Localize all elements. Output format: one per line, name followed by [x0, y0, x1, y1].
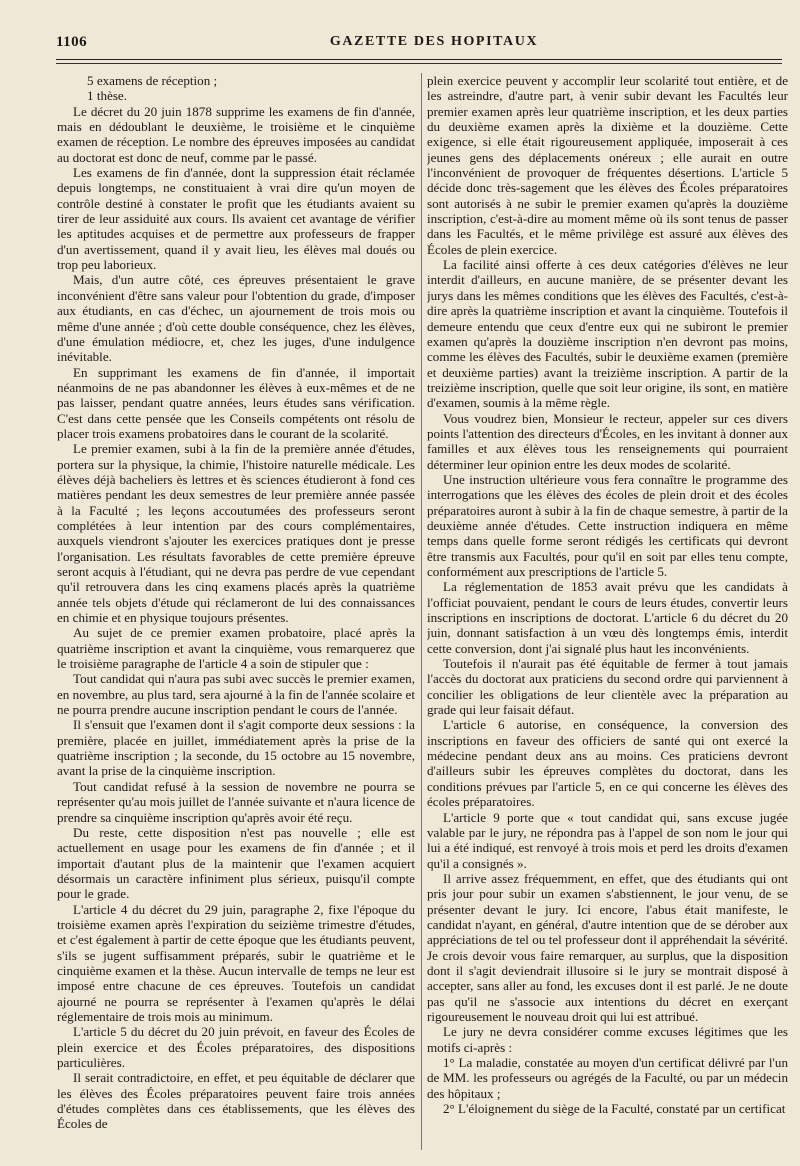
paragraph: Tout candidat refusé à la session de novembre ne pourra se représenter qu'au mois juillet de l'année suivante et n'aura licence de prendre sa cinquième inscription qu'après avoir été reçu.	[57, 778, 415, 825]
paragraph: 5 examens de réception ;	[87, 73, 218, 88]
right-column	[427, 73, 788, 1152]
page-number: 1106	[56, 34, 88, 50]
paragraph: Il arrive assez fréquemment, en effet, que des étudiants qui ont pris jour pour subir un examen s'abstiennent, le jour venu, de se présenter devant le jury. Ici encore, l'abus était manifeste, le candidat n'ayant, en général, d'autre intention que de se dérober aux appréciations de tel ou tel professeur dont il appréhendait la sévérité. Je crois devoir vous faire remarquer, au surplus, que la disposition dont il s'agit deviendrait illusoire si le jury se montrait disposé à accepter, sans aller au fond, les excuses dont il est parlé. Je ne doute pas qu'il ne s'associe aux intentions du décret en exerçant rigoureusement le nouveau droit qui lui est attribué.	[427, 870, 788, 1024]
paragraph: Une instruction ultérieure vous fera connaître le programme des interrogations que les élèves des écoles de plein droit et des écoles préparatoires auront à subir à la fin de chaque semestre, à partir de la deuxième année d'études. Cette instruction indiquera en même temps dans quelle forme seront rédigés les certificats qui devront être transmis aux Facultés, pour qu'il en soit par elles tenu compte, conformément aux prescriptions de l'article 5.	[427, 471, 788, 579]
paragraph: En supprimant les examens de fin d'année, il importait néanmoins de ne pas abandonner les élèves à eux-mêmes et de ne pas laisser, pendant quatre années, leurs études sans vérification. C'est dans cette pensée que les Conseils compétents ont résolu de placer trois examens probatoires dans le courant de la scolarité.	[57, 364, 415, 441]
paragraph: L'article 9 porte que « tout candidat qui, sans excuse jugée valable par le jury, ne répondra pas à l'appel de son nom le jour qui lui a été indiqué, est renvoyé à trois mois et perd les droits d'examen qu'il a consignés ».	[427, 809, 788, 871]
paragraph: 2° L'éloignement du siège de la Faculté, constaté par un certificat	[443, 1101, 786, 1117]
left-column	[57, 73, 415, 1152]
header-rule-thin	[56, 63, 782, 64]
paragraph: L'article 6 autorise, en conséquence, la conversion des inscriptions en faveur des officiers de santé qui ont exercé la médecine pendant deux ans au moins. Ces praticiens devront d'ailleurs subir les épreuves complètes du doctorat, dans les conditions prévues par l'article 5, en ce qui concerne les élèves des écoles préparatoires.	[427, 717, 788, 810]
paragraph: Mais, d'un autre côté, ces épreuves présentaient le grave inconvénient d'être sans valeur pour l'obtention du grade, d'imposer aux étudiants, en cas d'échec, un ajournement de trois mois ou même d'une année ; d'où cette double conséquence, chez les élèves, d'une émulation médiocre, et, chez les juges, d'une indulgence inévitable.	[57, 272, 415, 365]
paragraph: Le premier examen, subi à la fin de la première année d'études, portera sur la physique, la chimie, l'histoire naturelle médicale. Les élèves déjà bacheliers ès lettres et ès sciences étudieront à fond ces matières pendant les deux semestres de leur première année passée à la Faculté ; les leçons accoutumées des professeurs seront complétées à leur intention par des cours complémentaires, auxquels viendront s'ajouter les exercices pratiques dont je presse l'organisation. Les résultats favorables de cette première épreuve seront acquis à l'étudiant, qui ne devra pas perdre de vue cependant qu'il retrouvera dans les cinq examens placés après la quatrième année tels objets d'étude qui réclameront de lui des connaissances en chimie et en physique toujours présentes.	[57, 441, 415, 626]
paragraph: La facilité ainsi offerte à ces deux catégories d'élèves ne leur interdit d'ailleurs, en aucune manière, de se présenter devant les jurys dans les mêmes conditions que les élèves des Facultés, c'est-à-dire après la quatrième inscription et avant la cinquième. Toutefois il demeure entendu que ceux d'entre eux qui ne subiront le premier examen qu'après la douzième inscription n'en devront pas moins, comme les élèves des Facultés, subir le deuxième examen (première et deuxième parties) avant la treizième inscription. A partir de la treizième inscription, quelle que soit leur origine, ils sont, en matière d'examen, soumis à la même règle.	[427, 257, 788, 411]
column-separator	[421, 73, 422, 1150]
paragraph: 1 thèse.	[87, 88, 127, 104]
page-header	[56, 34, 782, 56]
paragraph: 1° La maladie, constatée au moyen d'un certificat délivré par l'un de MM. les professeurs ou agrégés de la Faculté, ou par un médecin des hôpitaux ;	[427, 1055, 788, 1101]
paragraph: Au sujet de ce premier examen probatoire, placé après la quatrième inscription et avant la cinquième, vous remarquerez que le troisième paragraphe de l'article 4 a soin de stipuler que :	[57, 625, 415, 672]
paragraph: Toutefois il n'aurait pas été équitable de fermer à tout jamais l'accès du doctorat aux praticiens du second ordre qui parviennent à concilier les obligations de leur clientèle avec la préparation au grade qui leur faisait défaut.	[427, 656, 788, 718]
paragraph: Les examens de fin d'année, dont la suppression était réclamée depuis longtemps, ne constituaient à vrai dire qu'un moyen de contrôle destiné à constater le profit que les étudiants avaient su tirer de leur assiduité aux cours. Ils avaient cet avantage de vérifier les aptitudes acquises et de permettre aux professeurs de frapper d'un avertissement, quand il y avait lieu, les élèves mal doués ou trop peu laborieux.	[57, 165, 415, 273]
paragraph: Le jury ne devra considérer comme excuses légitimes que les motifs ci-après :	[427, 1024, 788, 1055]
paragraph: Tout candidat qui n'aura pas subi avec succès le premier examen, en novembre, au plus tard, sera ajourné à la fin de l'année scolaire et ne pourra prendre aucune inscription pendant le cours de l'année.	[57, 671, 415, 718]
paragraph: Le décret du 20 juin 1878 supprime les examens de fin d'année, mais en dédoublant le deuxième, le troisième et le cinquième examen de réception. Le nombre des épreuves imposées au candidat au doctorat est donc de neuf, comme par le passé.	[57, 103, 415, 165]
paragraph: Vous voudrez bien, Monsieur le recteur, appeler sur ces divers points l'attention des directeurs d'Écoles, en les invitant à donner aux familles et aux élèves tous les renseignements qui pourraient déterminer leur opinion entre les deux modes de scolarité.	[427, 410, 788, 472]
paragraph: L'article 4 du décret du 29 juin, paragraphe 2, fixe l'époque du troisième examen après l'expiration du seizième trimestre d'études, et c'est également à partir de cette époque que les étudiants peuvent, s'ils se jugent suffisamment préparés, subir le quatrième et le cinquième examen et la thèse. Aucun intervalle de temps ne leur est imposé entre chacune de ces épreuves. Toutefois un candidat ajourné ne pourra se représenter à l'examen qu'après le délai réglementaire de trois mois au minimum.	[57, 901, 415, 1024]
paragraph: Il serait contradictoire, en effet, et peu équitable de déclarer que les élèves des Écoles préparatoires peuvent faire trois années d'études complètes dans ces établissements, que les élèves des Écoles de	[57, 1070, 415, 1132]
journal-title: GAZETTE DES HOPITAUX	[329, 34, 539, 49]
header-rule	[56, 59, 782, 60]
paragraph: La réglementation de 1853 avait prévu que les candidats à l'officiat pouvaient, pendant le cours de leurs études, convertir leurs inscriptions en inscriptions de doctorat. L'article 6 du décret du 20 juin, donnant satisfaction à un vœu dès longtemps émis, interdit cette conversion, dont j'ai signalé plus haut les inconvénients.	[427, 579, 788, 656]
paragraph: plein exercice peuvent y accomplir leur scolarité tout entière, et de les astreindre, d'autre part, à venir subir devant les Facultés leur premier examen après leur quatrième inscription, et les deux parties du deuxième examen après la dixième et la douzième. Cette exigence, si elle était rigoureusement appliquée, imposerait à ces jeunes gens des déplacements onéreux ; elle aurait en outre l'inconvénient de provoquer de fréquentes désertions. L'article 5 décide donc très-sagement que les élèves des Écoles préparatoires sont autorisés à ne subir le premier examen qu'après la douzième inscription, c'est-à-dire au moment même où ils sont tenus de passer dans les Facultés, et le même privilège est assuré aux élèves des Écoles de plein exercice.	[427, 73, 788, 257]
paragraph: Du reste, cette disposition n'est pas nouvelle ; elle est actuellement en usage pour les examens de fin d'année ; et il importait d'autant plus de la maintenir que l'examen acquiert désormais un caractère infiniment plus sérieux, puisqu'il compte pour le grade.	[57, 824, 415, 902]
paragraph: L'article 5 du décret du 20 juin prévoit, en faveur des Écoles de plein exercice et des Écoles préparatoires, des dispositions particulières.	[57, 1024, 415, 1070]
paragraph: Il s'ensuit que l'examen dont il s'agit comporte deux sessions : la première, placée en juillet, immédiatement après la prise de la quatrième inscription ; la seconde, du 15 octobre au 15 novembre, avant la prise de la cinquième inscription.	[57, 717, 415, 779]
